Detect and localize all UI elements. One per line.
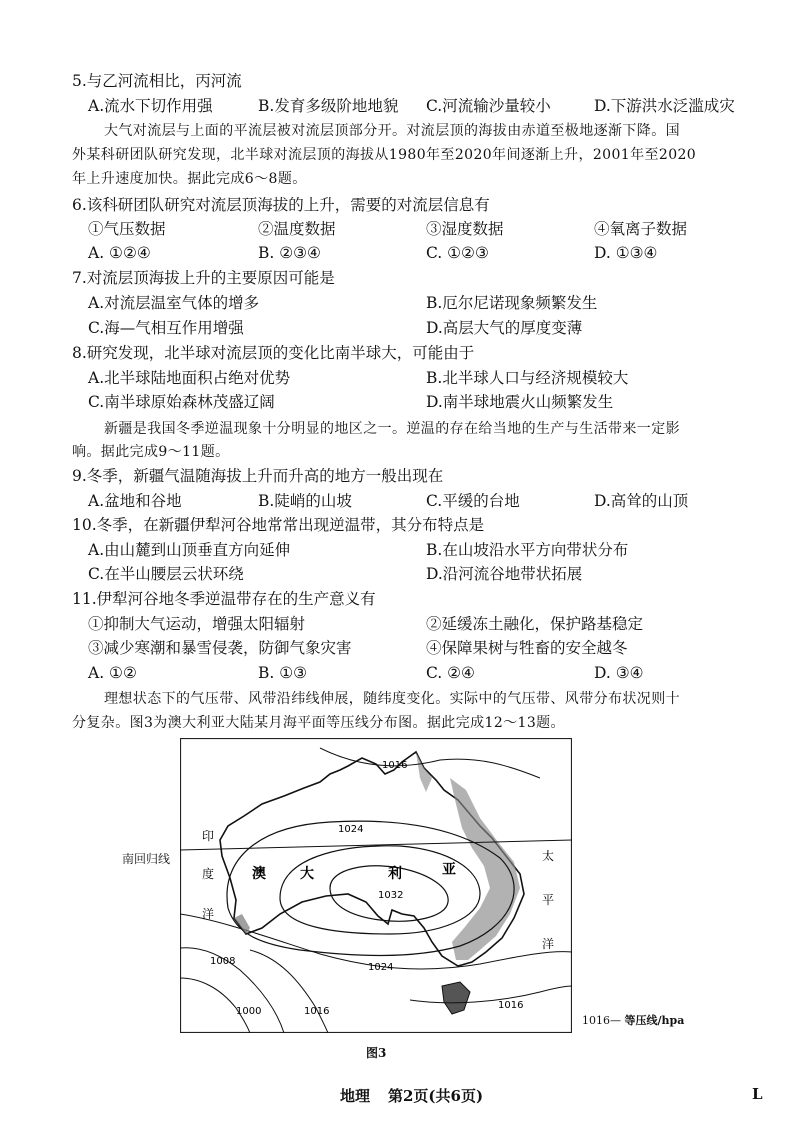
label-iso-1024-bottom: 1024 <box>368 962 394 973</box>
q8-option-c: C.南半球原始森林茂盛辽阔 <box>88 393 275 411</box>
q7-option-b: B.厄尔尼诺现象频繁发生 <box>426 294 598 312</box>
q10-option-b: B.在山坡沿水平方向带状分布 <box>426 541 629 559</box>
q8-option-b: B.北半球人口与经济规模较大 <box>426 369 629 387</box>
passage2-line2: 响。据此完成9～11题。 <box>72 444 230 460</box>
label-iso-1024-top: 1024 <box>338 824 364 835</box>
q5-option-d: D.下游洪水泛滥成灾 <box>594 97 735 115</box>
label-indian-2: 度 <box>202 867 215 881</box>
label-iso-1016-sw: 1016 <box>304 1006 330 1017</box>
label-iso-1008: 1008 <box>210 956 236 967</box>
q6-stem: 6.该科研团队研究对流层顶海拔的上升，需要的对流层信息有 <box>72 196 490 214</box>
q9-option-d: D.高耸的山顶 <box>594 492 689 510</box>
label-iso-1032: 1032 <box>378 890 404 901</box>
q8-stem: 8.研究发现，北半球对流层顶的变化比南半球大，可能由于 <box>72 344 475 362</box>
q6-item-4: ④氧离子数据 <box>594 220 688 238</box>
q6-option-b: B. ②③④ <box>258 244 321 262</box>
q8-option-a: A.北半球陆地面积占绝对优势 <box>88 369 291 387</box>
q7-option-a: A.对流层温室气体的增多 <box>88 294 260 312</box>
passage3-line2: 分复杂。图3为澳大利亚大陆某月海平面等压线分布图。据此完成12～13题。 <box>72 715 565 731</box>
label-country-2: 大 <box>300 866 314 882</box>
q11-item-4: ④保障果树与牲畜的安全越冬 <box>426 639 628 657</box>
label-pacific-1: 太 <box>542 849 555 863</box>
q11-option-d: D. ③④ <box>594 664 644 682</box>
q7-option-c: C.海—气相互作用增强 <box>88 319 244 337</box>
footer-page: 第2页(共6页) <box>388 1087 484 1105</box>
passage2-line1: 新疆是我国冬季逆温现象十分明显的地区之一。逆温的存在给当地的生产与生活带来一定影 <box>104 421 680 437</box>
q6-item-1: ①气压数据 <box>88 220 166 238</box>
q6-option-a: A. ①②④ <box>88 244 151 262</box>
q6-item-3: ③湿度数据 <box>426 220 504 238</box>
q9-option-c: C.平缓的台地 <box>426 492 520 510</box>
q9-option-b: B.陡峭的山坡 <box>258 492 352 510</box>
q11-item-2: ②延缓冻土融化，保护路基稳定 <box>426 615 644 633</box>
label-iso-1016-north: 1016 <box>382 760 408 771</box>
passage1-line2: 外某科研团队研究发现，北半球对流层顶的海拔从1980年至2020年间逐渐上升，2001年至2020 <box>72 147 697 163</box>
q7-option-d: D.高层大气的厚度变薄 <box>426 319 583 337</box>
figure-caption: 图3 <box>366 1046 387 1060</box>
label-pacific-3: 洋 <box>542 937 555 951</box>
label-iso-1000: 1000 <box>236 1006 262 1017</box>
q10-stem: 10.冬季，在新疆伊犁河谷地常常出现逆温带，其分布特点是 <box>72 516 485 534</box>
q5-option-c: C.河流输沙量较小 <box>426 97 551 115</box>
q5-stem: 5.与乙河流相比，丙河流 <box>72 72 242 90</box>
passage1-line1: 大气对流层与上面的平流层被对流层顶部分开。对流层顶的海拔由赤道至极地逐渐下降。国 <box>104 123 680 139</box>
q7-stem: 7.对流层顶海拔上升的主要原因可能是 <box>72 269 335 287</box>
q8-option-d: D.南半球地震火山频繁发生 <box>426 393 614 411</box>
legend-dash: — <box>610 1014 621 1027</box>
footer-subject: 地理 <box>340 1087 371 1105</box>
q11-item-1: ①抑制大气运动，增强太阳辐射 <box>88 615 306 633</box>
label-country-1: 澳 <box>252 866 266 882</box>
q9-stem: 9.冬季，新疆气温随海拔上升而升高的地方一般出现在 <box>72 467 444 485</box>
q11-item-3: ③减少寒潮和暴雪侵袭，防御气象灾害 <box>88 639 352 657</box>
q5-option-b: B.发育多级阶地地貌 <box>258 97 399 115</box>
q11-option-c: C. ②④ <box>426 664 475 682</box>
q11-stem: 11.伊犁河谷地冬季逆温带存在的生产意义有 <box>72 590 376 608</box>
q6-option-c: C. ①②③ <box>426 244 489 262</box>
tropic-label: 南回归线 <box>122 852 171 866</box>
isobar-map <box>180 738 572 1033</box>
label-indian-1: 印 <box>202 829 215 843</box>
label-country-3: 利 <box>388 866 402 882</box>
q9-option-a: A.盆地和谷地 <box>88 492 182 510</box>
legend <box>582 1012 684 1028</box>
legend-text: 等压线/hpa <box>624 1014 685 1027</box>
q5-option-a: A.流水下切作用强 <box>88 97 213 115</box>
legend-value: 1016 <box>582 1014 610 1027</box>
q10-option-a: A.由山麓到山顶垂直方向延伸 <box>88 541 291 559</box>
label-indian-3: 洋 <box>202 907 215 921</box>
label-pacific-2: 平 <box>542 893 555 907</box>
q10-option-c: C.在半山腰层云状环绕 <box>88 565 244 583</box>
q6-item-2: ②温度数据 <box>258 220 336 238</box>
q11-option-b: B. ①③ <box>258 664 308 682</box>
footer-mark: L <box>752 1085 763 1103</box>
q6-option-d: D. ①③④ <box>594 244 658 262</box>
passage1-line3: 年上升速度加快。据此完成6～8题。 <box>72 171 307 187</box>
q10-option-d: D.沿河流谷地带状拓展 <box>426 565 583 583</box>
q11-option-a: A. ①② <box>88 664 137 682</box>
label-country-4: 亚 <box>442 862 456 878</box>
passage3-line1: 理想状态下的气压带、风带沿纬线伸展，随纬度变化。实际中的气压带、风带分布状况则十 <box>104 691 680 707</box>
label-iso-1016-se: 1016 <box>498 1000 524 1011</box>
